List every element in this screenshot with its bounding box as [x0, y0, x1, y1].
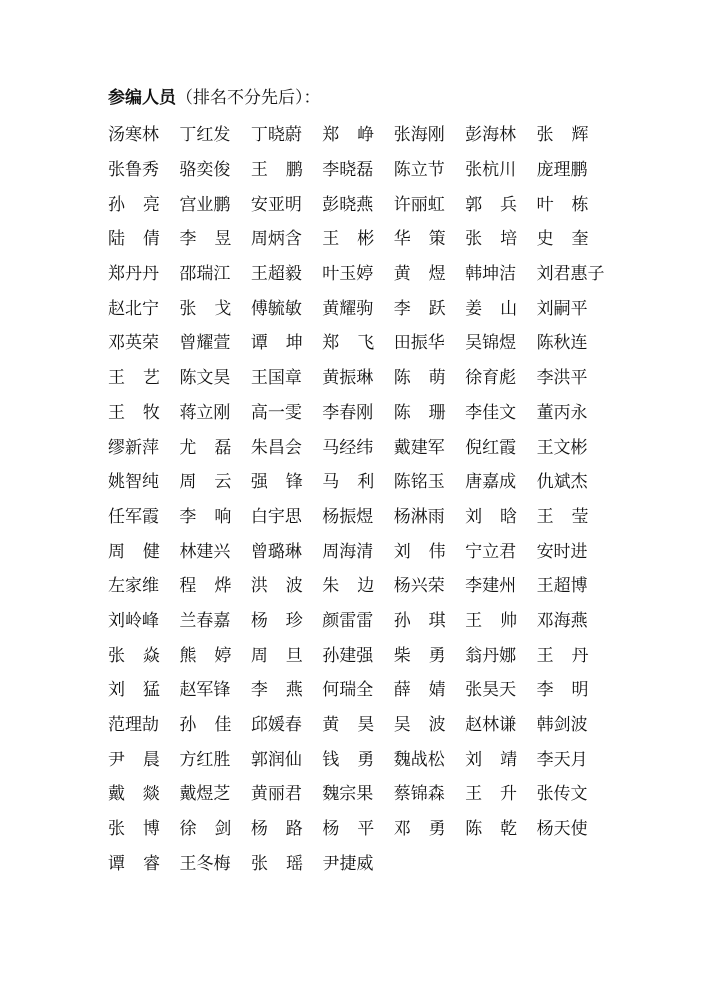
contributor-name: 史 奎: [536, 229, 589, 250]
contributor-name: 朱 边: [322, 576, 375, 597]
contributors-list: [108, 118, 608, 881]
contributor-name: 倪红霞: [465, 437, 517, 458]
contributor-name: 王国章: [250, 368, 302, 389]
contributor-name: 杨兴荣: [393, 576, 445, 597]
contributor-name: 周 健: [108, 541, 160, 562]
contributor-name: 王 牧: [108, 402, 160, 423]
name-row: [108, 361, 608, 396]
contributor-name: 宁立君: [465, 541, 517, 562]
name-row: [108, 604, 608, 639]
contributor-name: 王 彬: [322, 229, 375, 250]
contributor-name: 何瑞全: [322, 680, 374, 701]
contributor-name: 周海清: [322, 541, 374, 562]
contributor-name: 马 利: [322, 472, 375, 493]
contributor-name: 王 莹: [536, 506, 589, 527]
name-row: [108, 777, 608, 812]
contributor-name: 任军霞: [108, 506, 159, 527]
name-row: [108, 812, 608, 847]
contributor-name: 陈 乾: [465, 819, 518, 840]
contributor-name: 曾耀萱: [179, 333, 231, 354]
contributor-name: 叶 栋: [536, 194, 589, 215]
contributor-name: 刘 猛: [108, 680, 160, 701]
contributor-name: 曾璐琳: [250, 541, 302, 562]
contributor-name: 黄振琳: [322, 368, 374, 389]
name-row: [108, 153, 608, 188]
name-row: [108, 118, 608, 153]
contributor-name: 邓 勇: [393, 819, 446, 840]
contributor-name: 高一雯: [250, 402, 302, 423]
contributor-name: 郑丹丹: [108, 264, 159, 285]
contributor-name: 王超毅: [250, 264, 302, 285]
contributor-name: 方红胜: [179, 749, 231, 770]
contributor-name: 王 鹏: [250, 160, 303, 181]
name-row: [108, 638, 608, 673]
contributor-name: 周炳含: [250, 229, 302, 250]
contributor-name: 王文彬: [536, 437, 588, 458]
name-row: [108, 465, 608, 500]
contributor-name: 刘 晗: [465, 506, 518, 527]
contributor-name: 王 升: [465, 784, 518, 805]
name-row: [108, 534, 608, 569]
contributor-name: 钱 勇: [322, 749, 375, 770]
contributor-name: 赵军锋: [179, 680, 231, 701]
contributor-name: 黄丽君: [250, 784, 302, 805]
contributor-name: 张 博: [108, 819, 160, 840]
contributor-name: 孙 亮: [108, 194, 160, 215]
contributor-name: 吴锦煜: [465, 333, 517, 354]
contributor-name: 邱媛春: [250, 715, 302, 736]
contributor-name: 范理劼: [108, 715, 159, 736]
contributor-name: 安时进: [536, 541, 588, 562]
name-row: [108, 257, 608, 292]
contributor-name: 彭海林: [465, 125, 517, 146]
contributor-name: 孙 琪: [393, 610, 446, 631]
name-row: [108, 222, 608, 257]
contributor-name: 刘 靖: [465, 749, 518, 770]
contributor-name: 赵林谦: [465, 715, 517, 736]
name-row: [108, 396, 608, 431]
contributor-name: 邓海燕: [536, 610, 588, 631]
contributor-name: 丁晓蔚: [250, 125, 302, 146]
contributor-name: 柴 勇: [393, 645, 446, 666]
contributor-name: 张鲁秀: [108, 160, 159, 181]
contributor-name: 陈 萌: [393, 368, 446, 389]
contributor-name: 张 培: [465, 229, 518, 250]
contributor-name: 黄耀驹: [322, 298, 374, 319]
contributor-name: 李晓磊: [322, 160, 374, 181]
contributor-name: 叶玉婷: [322, 264, 374, 285]
contributor-name: 李 响: [179, 506, 232, 527]
contributor-name: 尹捷威: [322, 853, 374, 874]
contributor-name: 陈铭玉: [393, 472, 445, 493]
contributor-name: 李 跃: [393, 298, 446, 319]
contributor-name: 彭晓燕: [322, 194, 374, 215]
contributor-name: 郑 峥: [322, 125, 375, 146]
contributor-name: 李 明: [536, 680, 589, 701]
contributor-name: 张海刚: [393, 125, 445, 146]
contributor-name: 郭 兵: [465, 194, 518, 215]
contributor-name: 谭 坤: [250, 333, 303, 354]
contributor-name: 王 丹: [536, 645, 589, 666]
contributor-name: 尹 晨: [108, 749, 160, 770]
contributor-name: 薛 婧: [393, 680, 446, 701]
contributor-name: 杨天使: [536, 819, 588, 840]
contributor-name: 赵北宁: [108, 298, 159, 319]
contributor-name: 强 锋: [250, 472, 303, 493]
name-row: [108, 742, 608, 777]
contributor-name: 李春刚: [322, 402, 374, 423]
contributor-name: 刘岭峰: [108, 610, 159, 631]
contributor-name: 杨淋雨: [393, 506, 445, 527]
contributor-name: 唐嘉成: [465, 472, 517, 493]
name-row: [108, 326, 608, 361]
contributor-name: 刘嗣平: [536, 298, 588, 319]
name-row: [108, 430, 608, 465]
contributor-name: 王 帅: [465, 610, 518, 631]
contributor-name: 戴建军: [393, 437, 445, 458]
contributor-name: 戴煜芝: [179, 784, 231, 805]
contributor-name: 杨振煜: [322, 506, 374, 527]
name-row: [108, 846, 608, 881]
contributor-name: 丁红发: [179, 125, 231, 146]
contributor-name: 张昊天: [465, 680, 517, 701]
contributor-name: 杨 珍: [250, 610, 303, 631]
contributor-name: 左家维: [108, 576, 159, 597]
contributor-name: 戴 燚: [108, 784, 160, 805]
contributor-name: 郑 飞: [322, 333, 375, 354]
contributor-name: 徐育彪: [465, 368, 517, 389]
contributor-name: 张 瑶: [251, 853, 303, 874]
heading-title: 参编人员: [108, 88, 176, 108]
contributor-name: 刘君惠子: [536, 264, 605, 285]
name-row: [108, 187, 608, 222]
contributor-name: 安亚明: [250, 194, 302, 215]
contributor-name: 魏战松: [393, 749, 445, 770]
contributor-name: 黄 煜: [393, 264, 446, 285]
contributor-name: 傅毓敏: [250, 298, 302, 319]
contributor-name: 李建州: [465, 576, 517, 597]
name-row: [108, 673, 608, 708]
contributor-name: 韩剑波: [536, 715, 588, 736]
contributor-name: 周 旦: [250, 645, 303, 666]
contributor-name: 陆 倩: [108, 229, 160, 250]
contributor-name: 骆奕俊: [179, 160, 231, 181]
contributor-name: 徐 剑: [179, 819, 232, 840]
contributor-name: 周 云: [179, 472, 232, 493]
contributor-name: 田振华: [393, 333, 445, 354]
contributor-name: 韩坤洁: [465, 264, 517, 285]
contributor-name: 孙 佳: [179, 715, 232, 736]
contributor-name: 颜雷雷: [322, 610, 374, 631]
contributor-name: 姜 山: [465, 298, 518, 319]
contributor-name: 仇斌杰: [536, 472, 588, 493]
contributor-name: 陈秋连: [536, 333, 588, 354]
contributor-name: 陈立节: [393, 160, 445, 181]
contributor-name: 邓英荣: [108, 333, 159, 354]
contributor-name: 朱昌会: [250, 437, 302, 458]
contributor-name: 翁丹娜: [465, 645, 517, 666]
contributor-name: 陈 珊: [393, 402, 446, 423]
contributor-name: 吴 波: [393, 715, 446, 736]
contributor-name: 王超博: [536, 576, 588, 597]
contributor-name: 张传文: [536, 784, 588, 805]
contributor-name: 杨 平: [322, 819, 375, 840]
contributor-name: 董丙永: [536, 402, 588, 423]
contributors-heading: [108, 86, 321, 110]
name-row: [108, 708, 608, 743]
contributor-name: 尤 磊: [179, 437, 232, 458]
contributor-name: 李天月: [536, 749, 588, 770]
contributor-name: 李 昱: [179, 229, 232, 250]
contributor-name: 孙建强: [322, 645, 374, 666]
contributor-name: 华 策: [393, 229, 446, 250]
contributor-name: 张杭川: [465, 160, 517, 181]
contributor-name: 郭润仙: [250, 749, 302, 770]
contributor-name: 张 焱: [108, 645, 160, 666]
contributor-name: 魏宗果: [322, 784, 374, 805]
contributor-name: 邵瑞江: [179, 264, 231, 285]
heading-note: （排名不分先后）：: [176, 88, 321, 108]
name-row: [108, 500, 608, 535]
contributor-name: 马经纬: [322, 437, 374, 458]
contributor-name: 汤寒林: [108, 125, 159, 146]
contributor-name: 蒋立刚: [179, 402, 231, 423]
contributor-name: 张 辉: [536, 125, 589, 146]
contributor-name: 熊 婷: [179, 645, 232, 666]
contributor-name: 张 戈: [179, 298, 232, 319]
contributor-name: 林建兴: [179, 541, 231, 562]
contributor-name: 陈文昊: [179, 368, 231, 389]
contributor-name: 王冬梅: [179, 853, 231, 874]
contributor-name: 李佳文: [465, 402, 517, 423]
contributor-name: 姚智纯: [108, 472, 159, 493]
name-row: [108, 569, 608, 604]
contributor-name: 王 艺: [108, 368, 160, 389]
contributor-name: 黄 昊: [322, 715, 375, 736]
contributor-name: 李洪平: [536, 368, 588, 389]
contributor-name: 李 燕: [250, 680, 303, 701]
contributor-name: 杨 路: [250, 819, 303, 840]
contributor-name: 白宇思: [250, 506, 302, 527]
contributor-name: 兰春嘉: [179, 610, 231, 631]
contributor-name: 庞理鹏: [536, 160, 588, 181]
contributor-name: 谭 睿: [108, 853, 160, 874]
contributor-name: 缪新萍: [108, 437, 159, 458]
contributor-name: 刘 伟: [393, 541, 446, 562]
contributor-name: 蔡锦森: [393, 784, 445, 805]
contributor-name: 许丽虹: [393, 194, 445, 215]
contributor-name: 程 烨: [179, 576, 232, 597]
name-row: [108, 291, 608, 326]
contributor-name: 宫业鹏: [179, 194, 231, 215]
contributor-name: 洪 波: [250, 576, 303, 597]
